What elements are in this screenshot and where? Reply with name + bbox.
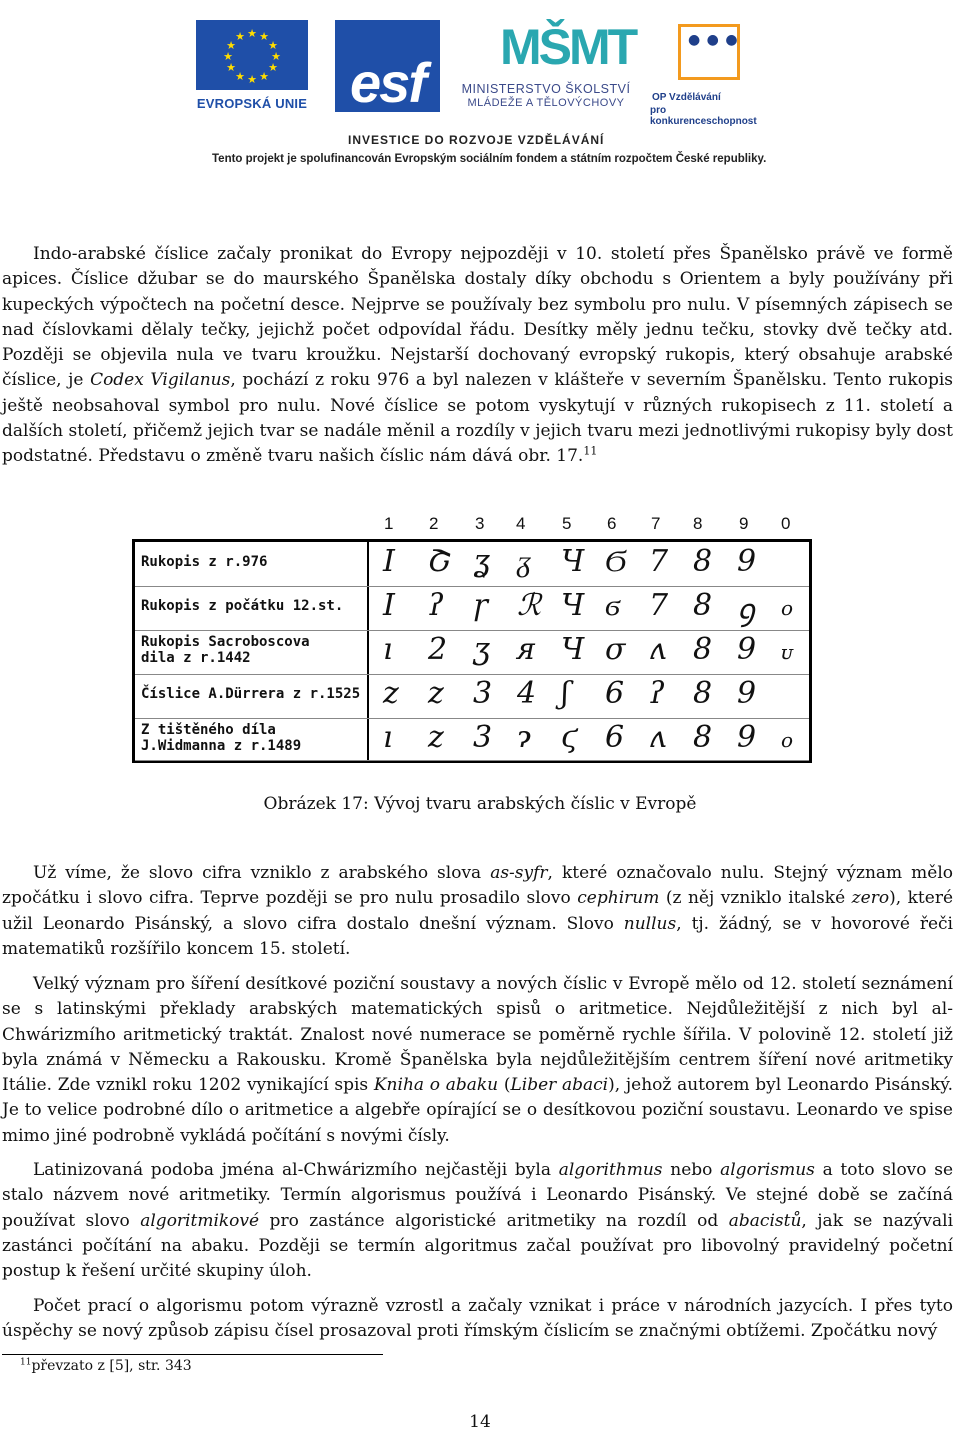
fig-glyph: z	[383, 676, 399, 711]
para3-text: ), jehož autorem byl Leonardo Pisánský. Je to velice podrobné dílo o aritmetice a algebře opírající se o desítkovou poziční soustavu. Leonardo ve spise mimo jiné podrobně vykládá počítání s novými čísly.	[2, 1075, 953, 1146]
term-abacistu: abacistů	[728, 1210, 802, 1231]
fig-glyph: 3	[473, 720, 493, 755]
fig-glyph: Շ	[428, 544, 451, 579]
eu-flag-icon	[196, 20, 308, 90]
fig-glyph: 8	[693, 588, 713, 623]
term-algoritmikove: algoritmikové	[140, 1210, 260, 1231]
fig-glyph: I	[383, 588, 395, 623]
projekt-note: Tento projekt je spolufinancován Evropským sociálním fondem a státním rozpočtem České republiky.	[212, 153, 767, 165]
fig-glyph: ɂ	[517, 720, 531, 755]
fig-number: 4	[516, 514, 526, 533]
footnote-number: 11	[20, 1357, 32, 1368]
fig-glyph: ʔ	[649, 676, 666, 711]
footnote-text: převzato z [5], str. 343	[31, 1358, 192, 1374]
fig-glyph: Ч	[561, 544, 585, 579]
figure-17	[130, 510, 814, 765]
term-cephirum: cephirum	[577, 888, 660, 909]
fig-glyph: 3	[473, 676, 493, 711]
fig-number: 7	[651, 514, 661, 533]
svg-text:★: ★	[247, 73, 257, 86]
fig-glyph: z	[428, 676, 444, 711]
para2-text: , tj. žádný, se v hovorové řeči matematiků rozšířilo koncem 15. století.	[2, 913, 953, 959]
op-logo	[650, 20, 775, 127]
msmt-mark: MŠMT	[500, 19, 636, 75]
fig-glyph: 8	[693, 544, 713, 579]
esf-text: esf	[350, 51, 425, 114]
svg-text:★: ★	[271, 50, 281, 63]
fig-row-label: Rukopis Sacroboscova dila z r.1442	[141, 634, 310, 666]
paragraph-1	[2, 242, 953, 470]
svg-text:★: ★	[259, 70, 269, 83]
fig-glyph: ı	[383, 632, 393, 667]
term-nullus: nullus	[623, 913, 677, 934]
fig-glyph: ʃ	[561, 676, 570, 711]
fig-glyph: o	[781, 728, 794, 752]
fig-glyph: ϛ	[561, 720, 578, 755]
fig-glyph: ʓ	[473, 544, 490, 579]
para2-text: (z něj vzniklo italské	[659, 888, 852, 909]
fig-glyph: 2	[428, 632, 448, 667]
msmt-logo	[448, 18, 644, 118]
esf-logo	[335, 20, 440, 112]
fig-row-label: Číslice A.Dürrera z r.1525	[141, 686, 361, 702]
fig-number: 9	[739, 514, 749, 533]
para4-text: pro zastánce algoristické aritmetiky na rozdíl od	[259, 1210, 729, 1231]
fig-glyph: 8	[693, 720, 713, 755]
paragraph-5: Počet prací o algorismu potom výrazně vzrostl a začaly vznikat i práce v národních jazycích. I přes tyto úspěchy se nový způsob zápisu čísel prosazoval proti římským číslicím se značnými obtížemi. Zpočátku nový	[2, 1296, 953, 1342]
title-kniha-o-abaku: Kniha o abaku	[373, 1075, 499, 1096]
para2-text: ), které užil Leonardo Pisánský, a slovo cifra dostalo dnešní význam. Slovo	[2, 888, 954, 934]
svg-text:★: ★	[259, 30, 269, 43]
fig-number: 8	[693, 514, 703, 533]
fig-glyph: 6	[605, 676, 625, 711]
fig-glyph: ᴜ	[781, 640, 793, 664]
fig-glyph: ʒ	[473, 632, 490, 667]
fig-glyph: Ч	[561, 632, 585, 667]
fig-glyph: σ	[605, 632, 626, 667]
fig-number: 1	[384, 514, 394, 533]
svg-text:★: ★	[226, 39, 236, 52]
fig-glyph: I	[383, 544, 395, 579]
paragraph-3	[2, 972, 953, 1149]
fig-number: 6	[607, 514, 617, 533]
para4-text: , jak se nazývali zastánci počítání na abaku. Později se termín algoritmus začal používat pro libovolný pravidelný početní postup k řešení určité skupiny úloh.	[2, 1210, 954, 1282]
fig-glyph: 7	[649, 588, 669, 623]
fig-glyph: 9	[737, 720, 757, 755]
fig-row-label: Rukopis z počátku 12.st.	[141, 598, 344, 614]
svg-text:★: ★	[268, 39, 278, 52]
term-algorithmus: algorithmus	[558, 1160, 663, 1180]
para2-text: Už víme, že slovo cifra vzniklo z arabského slova	[33, 863, 491, 883]
paragraph-2	[2, 861, 953, 962]
fig-glyph: 9	[737, 544, 757, 579]
title-liber-abaci: Liber abaci	[510, 1075, 609, 1096]
fig-glyph: ɼ	[473, 588, 488, 623]
codex-vigilanus: Codex Vigilanus	[90, 370, 231, 391]
op-line1: OP Vzdělávání	[652, 92, 721, 103]
fig-number: 0	[781, 514, 791, 533]
fig-glyph: 4	[517, 676, 537, 711]
para1-text-b: , pochází z roku 976 a byl nalezen v klášteře v severním Španělsku. Tento rukopis ještě neobsahoval symbol pro nulu. Nové číslice se potom vyskytují v různých rukopisech z 11. století a dalších století, přičemž jejich tvar se nadále měnil a rozdíly v jejich tvaru mezi jednotlivými rukopisy byly dost podstatné. Představu o změně tvaru našich číslic nám dává obr. 17.	[2, 370, 953, 467]
term-algorismus: algorismus	[720, 1160, 815, 1180]
msmt-line1: MINISTERSTVO ŠKOLSTVÍ	[461, 82, 631, 96]
fig-glyph: ᴙ	[517, 632, 535, 667]
page-number: 14	[469, 1412, 491, 1432]
figure-table	[132, 539, 812, 763]
fig-glyph: 8	[693, 632, 713, 667]
term-zero: zero	[851, 888, 890, 909]
fig-glyph: 9	[737, 632, 757, 667]
footnote	[20, 1358, 192, 1374]
fig-glyph: ʌ	[649, 720, 666, 755]
figure-number-row	[130, 510, 814, 540]
fig-glyph: 7	[649, 544, 669, 579]
fig-number: 5	[562, 514, 572, 533]
term-as-syfr: as-syfr	[490, 863, 548, 883]
svg-text:★: ★	[235, 70, 245, 83]
eu-logo	[196, 20, 308, 110]
fig-row-label: Z tištěného díla J.Widmanna z r.1489	[141, 722, 302, 754]
svg-text:★: ★	[235, 30, 245, 43]
footnote-rule	[2, 1354, 383, 1355]
fig-glyph: Ϭ	[605, 544, 627, 579]
fig-glyph: ı	[383, 720, 393, 755]
fig-number: 3	[475, 514, 485, 533]
fig-glyph: 9	[737, 676, 757, 711]
para4-text: nebo	[662, 1160, 721, 1180]
para2-text: , které označovalo nulu. Stejný význam mělo zpočátku i slovo cifra. Teprve později se pro nulu prosadilo slovo	[2, 863, 954, 909]
fig-glyph: ꝯ	[737, 593, 755, 628]
svg-text:★: ★	[223, 50, 233, 63]
fig-glyph: o	[781, 596, 794, 620]
op-line2: pro konkurenceschopnost	[650, 105, 757, 127]
fig-glyph: ʔ	[428, 588, 445, 623]
fig-glyph: ℛ	[517, 588, 541, 623]
fig-row-label: Rukopis z r.976	[141, 554, 268, 570]
para1-text-a: Indo-arabské číslice začaly pronikat do Evropy nejpozději v 10. století přes Španělsko právě ve formě apices. Číslice džubar se do maurského Španělska dostaly díky obchodu s Orientem a byly používány při kupeckých výpočtech na početní desce. Nejprve se používaly bez symbolu pro nulu. V písemných zápisech se nad číslovkami dělaly tečky, jejichž počet odpovídal řádu. Desítky měly jednu tečku, stovky dvě tečky atd. Později se objevila nula ve tvaru kroužku. Nejstarší dochovaný evropský rukopis, který obsahuje arabské číslice, je	[2, 244, 953, 391]
paragraph-4	[2, 1158, 953, 1284]
fig-glyph: ϭ	[605, 588, 620, 623]
funding-header	[0, 0, 960, 175]
eu-text: EVROPSKÁ UNIE	[196, 96, 308, 111]
para4-text: a toto slovo se stalo názvem nové aritmetiky. Termín algorismus používá i Leonardo Pisánský. Ve stejné době se začíná používat slovo	[2, 1160, 954, 1231]
op-dots-icon: ● ● ●	[688, 32, 739, 48]
fig-glyph: 8	[693, 676, 713, 711]
figure-caption: Obrázek 17: Vývoj tvaru arabských číslic v Evropě	[263, 794, 697, 814]
para3-text: Velký význam pro šíření desítkové poziční soustavy a nových číslic v Evropě mělo od 12. století seznámení se s latinskými překlady arabských matematických spisů o aritmetice. Nejdůležitější z nich byl al-Chwárizmího aritmetický traktát. Znalost nové numerace se poměrně rychle šířila. V polovině 12. století již byla známá v Německu a Rakousku. Kromě Španělska byla nejdůležitějším centrem šíření nové aritmetiky Itálie. Zde vznikl roku 1202 vynikající spis	[2, 974, 953, 1096]
msmt-line2: MLÁDEŽE A TĚLOVÝCHOVY	[467, 97, 625, 109]
fig-glyph: ʌ	[649, 632, 666, 667]
fig-number: 2	[429, 514, 439, 533]
svg-text:★: ★	[268, 61, 278, 74]
svg-text:★: ★	[226, 61, 236, 74]
fig-glyph: 6	[605, 720, 625, 755]
para4-text: Latinizovaná podoba jména al-Chwárizmího nejčastěji byla	[33, 1160, 559, 1180]
fig-glyph: z	[428, 720, 444, 755]
fig-glyph: Ч	[561, 588, 585, 623]
para3-text: (	[498, 1075, 511, 1096]
footnote-ref[interactable]: 11	[583, 444, 598, 458]
fig-glyph: ᵹ	[517, 544, 532, 579]
investice-heading: INVESTICE DO ROZVOJE VZDĚLÁVÁNÍ	[348, 133, 605, 147]
svg-text:★: ★	[247, 27, 257, 40]
